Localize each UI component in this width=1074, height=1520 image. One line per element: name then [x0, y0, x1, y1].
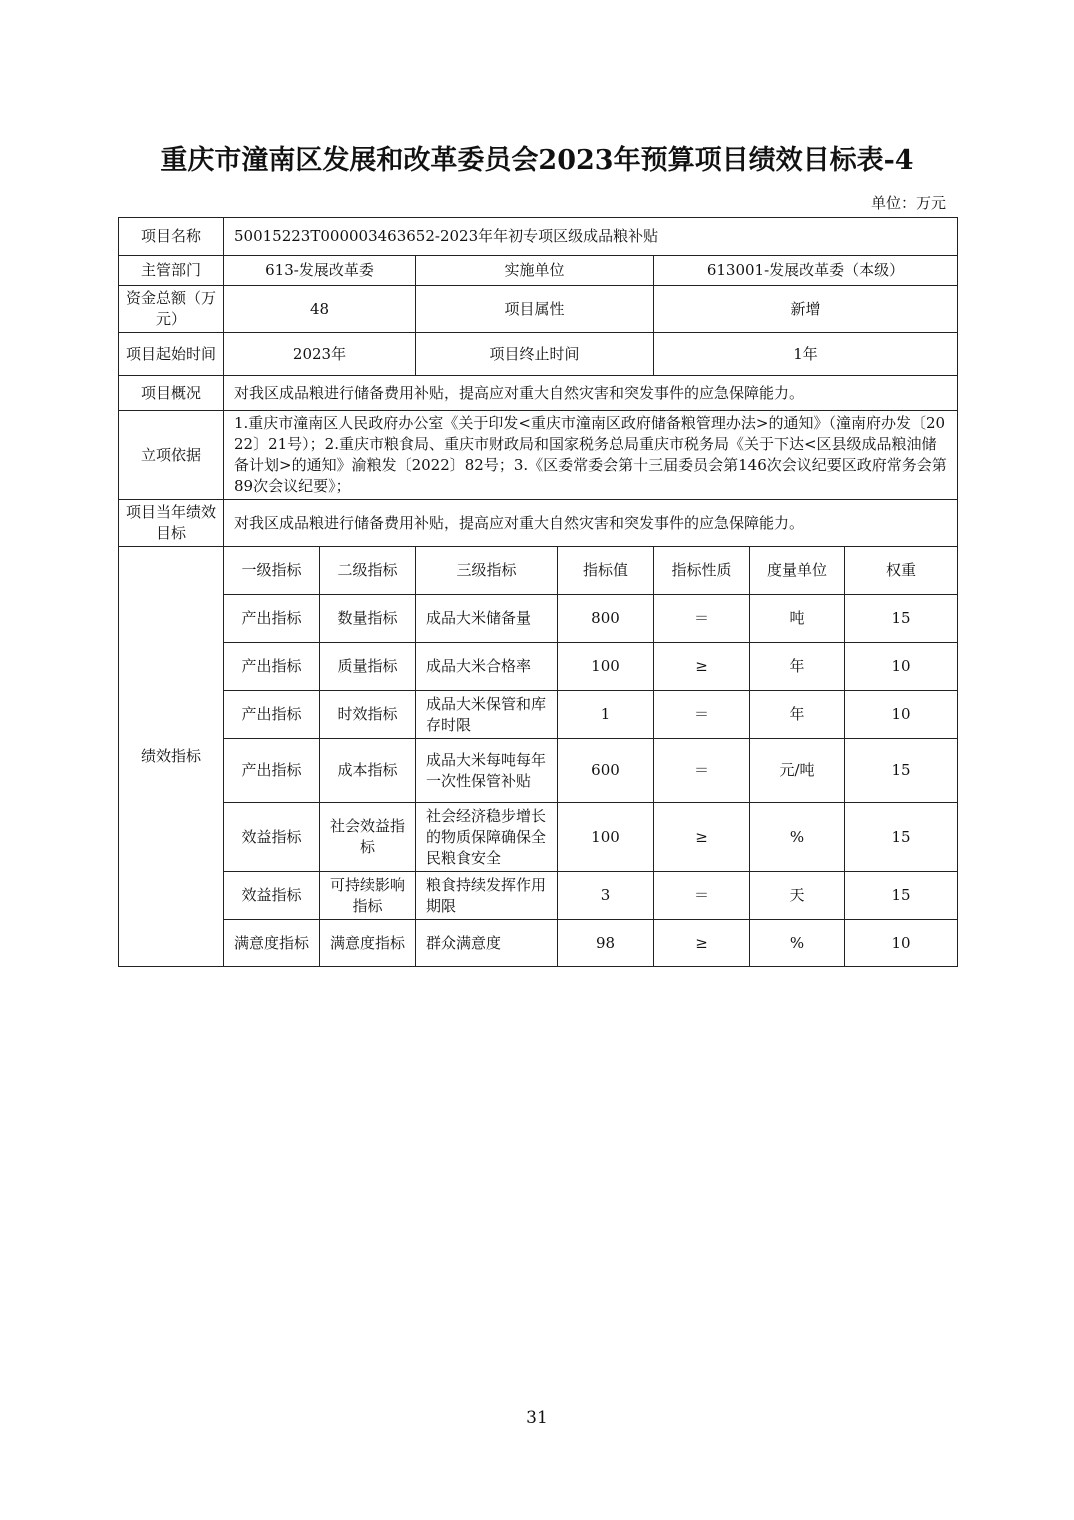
perf-cell: 100 — [558, 643, 654, 691]
row-time — [119, 333, 958, 376]
perf-cell: 数量指标 — [320, 595, 416, 643]
row-goal — [119, 500, 958, 547]
perf-cell: 年 — [750, 643, 845, 691]
perf-row — [119, 691, 958, 739]
cell-value: 50015223T000003463652-2023年年初专项区级成品粮补贴 — [224, 218, 958, 256]
perf-cell: ＝ — [654, 872, 750, 920]
perf-cell: 10 — [845, 920, 958, 967]
row-project-name — [119, 218, 958, 256]
perf-cell: 15 — [845, 739, 958, 803]
perf-cell: 成品大米合格率 — [416, 643, 558, 691]
perf-header-cell: 指标性质 — [654, 547, 750, 595]
page-title: 重庆市潼南区发展和改革委员会2023年预算项目绩效目标表-4 — [160, 145, 914, 176]
perf-header-cell: 权重 — [845, 547, 958, 595]
perf-cell: 天 — [750, 872, 845, 920]
perf-cell: 3 — [558, 872, 654, 920]
perf-cell: 成本指标 — [320, 739, 416, 803]
perf-cell: 600 — [558, 739, 654, 803]
perf-header-cell: 一级指标 — [224, 547, 320, 595]
perf-cell: 质量指标 — [320, 643, 416, 691]
perf-cell: 100 — [558, 803, 654, 872]
perf-cell: ≥ — [654, 803, 750, 872]
cell-value: 新增 — [654, 286, 958, 333]
cell-value: 48 — [224, 286, 416, 333]
perf-cell: 满意度指标 — [320, 920, 416, 967]
perf-section-label: 绩效指标 — [119, 547, 224, 967]
unit-label: 单位：万元 — [870, 194, 946, 212]
cell-label: 主管部门 — [119, 256, 224, 286]
perf-cell: 产出指标 — [224, 691, 320, 739]
perf-header-row — [119, 547, 958, 595]
perf-cell: 元/吨 — [750, 739, 845, 803]
perf-cell: 产出指标 — [224, 643, 320, 691]
perf-cell: % — [750, 920, 845, 967]
page-number: 31 — [526, 1408, 548, 1428]
perf-row — [119, 803, 958, 872]
cell-value: 1年 — [654, 333, 958, 376]
cell-label: 项目名称 — [119, 218, 224, 256]
perf-cell: ＝ — [654, 595, 750, 643]
cell-label: 实施单位 — [416, 256, 654, 286]
performance-table — [118, 217, 958, 967]
perf-cell: 吨 — [750, 595, 845, 643]
perf-cell: ＝ — [654, 739, 750, 803]
row-dept — [119, 256, 958, 286]
perf-cell: 1 — [558, 691, 654, 739]
perf-header-cell: 指标值 — [558, 547, 654, 595]
cell-value: 对我区成品粮进行储备费用补贴，提高应对重大自然灾害和突发事件的应急保障能力。 — [224, 500, 958, 547]
cell-value: 1.重庆市潼南区人民政府办公室《关于印发<重庆市潼南区政府储备粮管理办法>的通知》（潼南府办发〔2022〕21号）；2.重庆市粮食局、重庆市财政局和国家税务总局重庆市税务局《关于下达<区县级成品粮油储备计划>的通知》渝粮发〔2022〕82号；3.《区委常委会第十三届委员会第146次会议纪要区政府常务会第89次会议纪要》； — [224, 411, 958, 500]
perf-header-cell: 三级指标 — [416, 547, 558, 595]
perf-row — [119, 739, 958, 803]
perf-cell: 效益指标 — [224, 803, 320, 872]
cell-label: 项目当年绩效目标 — [119, 500, 224, 547]
perf-cell: 10 — [845, 643, 958, 691]
perf-cell: 年 — [750, 691, 845, 739]
row-overview — [119, 376, 958, 411]
perf-cell: 产出指标 — [224, 595, 320, 643]
perf-cell: 产出指标 — [224, 739, 320, 803]
perf-cell: 15 — [845, 872, 958, 920]
perf-row — [119, 872, 958, 920]
perf-cell: 社会经济稳步增长的物质保障确保全民粮食安全 — [416, 803, 558, 872]
cell-label: 项目起始时间 — [119, 333, 224, 376]
perf-cell: 可持续影响指标 — [320, 872, 416, 920]
perf-cell: 成品大米储备量 — [416, 595, 558, 643]
perf-cell: 时效指标 — [320, 691, 416, 739]
perf-cell: 98 — [558, 920, 654, 967]
perf-cell: 15 — [845, 803, 958, 872]
perf-cell: 成品大米保管和库存时限 — [416, 691, 558, 739]
cell-value: 对我区成品粮进行储备费用补贴，提高应对重大自然灾害和突发事件的应急保障能力。 — [224, 376, 958, 411]
cell-label: 资金总额（万元） — [119, 286, 224, 333]
perf-cell: 成品大米每吨每年一次性保管补贴 — [416, 739, 558, 803]
perf-cell: ＝ — [654, 691, 750, 739]
perf-cell: ≥ — [654, 920, 750, 967]
perf-header-cell: 二级指标 — [320, 547, 416, 595]
perf-cell: 效益指标 — [224, 872, 320, 920]
perf-header-cell: 度量单位 — [750, 547, 845, 595]
cell-value: 2023年 — [224, 333, 416, 376]
cell-label: 项目属性 — [416, 286, 654, 333]
perf-row — [119, 643, 958, 691]
perf-cell: 10 — [845, 691, 958, 739]
row-fund — [119, 286, 958, 333]
perf-cell: 社会效益指标 — [320, 803, 416, 872]
perf-row — [119, 595, 958, 643]
row-basis — [119, 411, 958, 500]
perf-cell: 800 — [558, 595, 654, 643]
cell-value: 613001-发展改革委（本级） — [654, 256, 958, 286]
cell-value: 613-发展改革委 — [224, 256, 416, 286]
perf-cell: 粮食持续发挥作用期限 — [416, 872, 558, 920]
cell-label: 项目概况 — [119, 376, 224, 411]
perf-cell: 满意度指标 — [224, 920, 320, 967]
cell-label: 立项依据 — [119, 411, 224, 500]
perf-cell: 群众满意度 — [416, 920, 558, 967]
perf-cell: % — [750, 803, 845, 872]
cell-label: 项目终止时间 — [416, 333, 654, 376]
perf-row — [119, 920, 958, 967]
perf-cell: ≥ — [654, 643, 750, 691]
perf-cell: 15 — [845, 595, 958, 643]
